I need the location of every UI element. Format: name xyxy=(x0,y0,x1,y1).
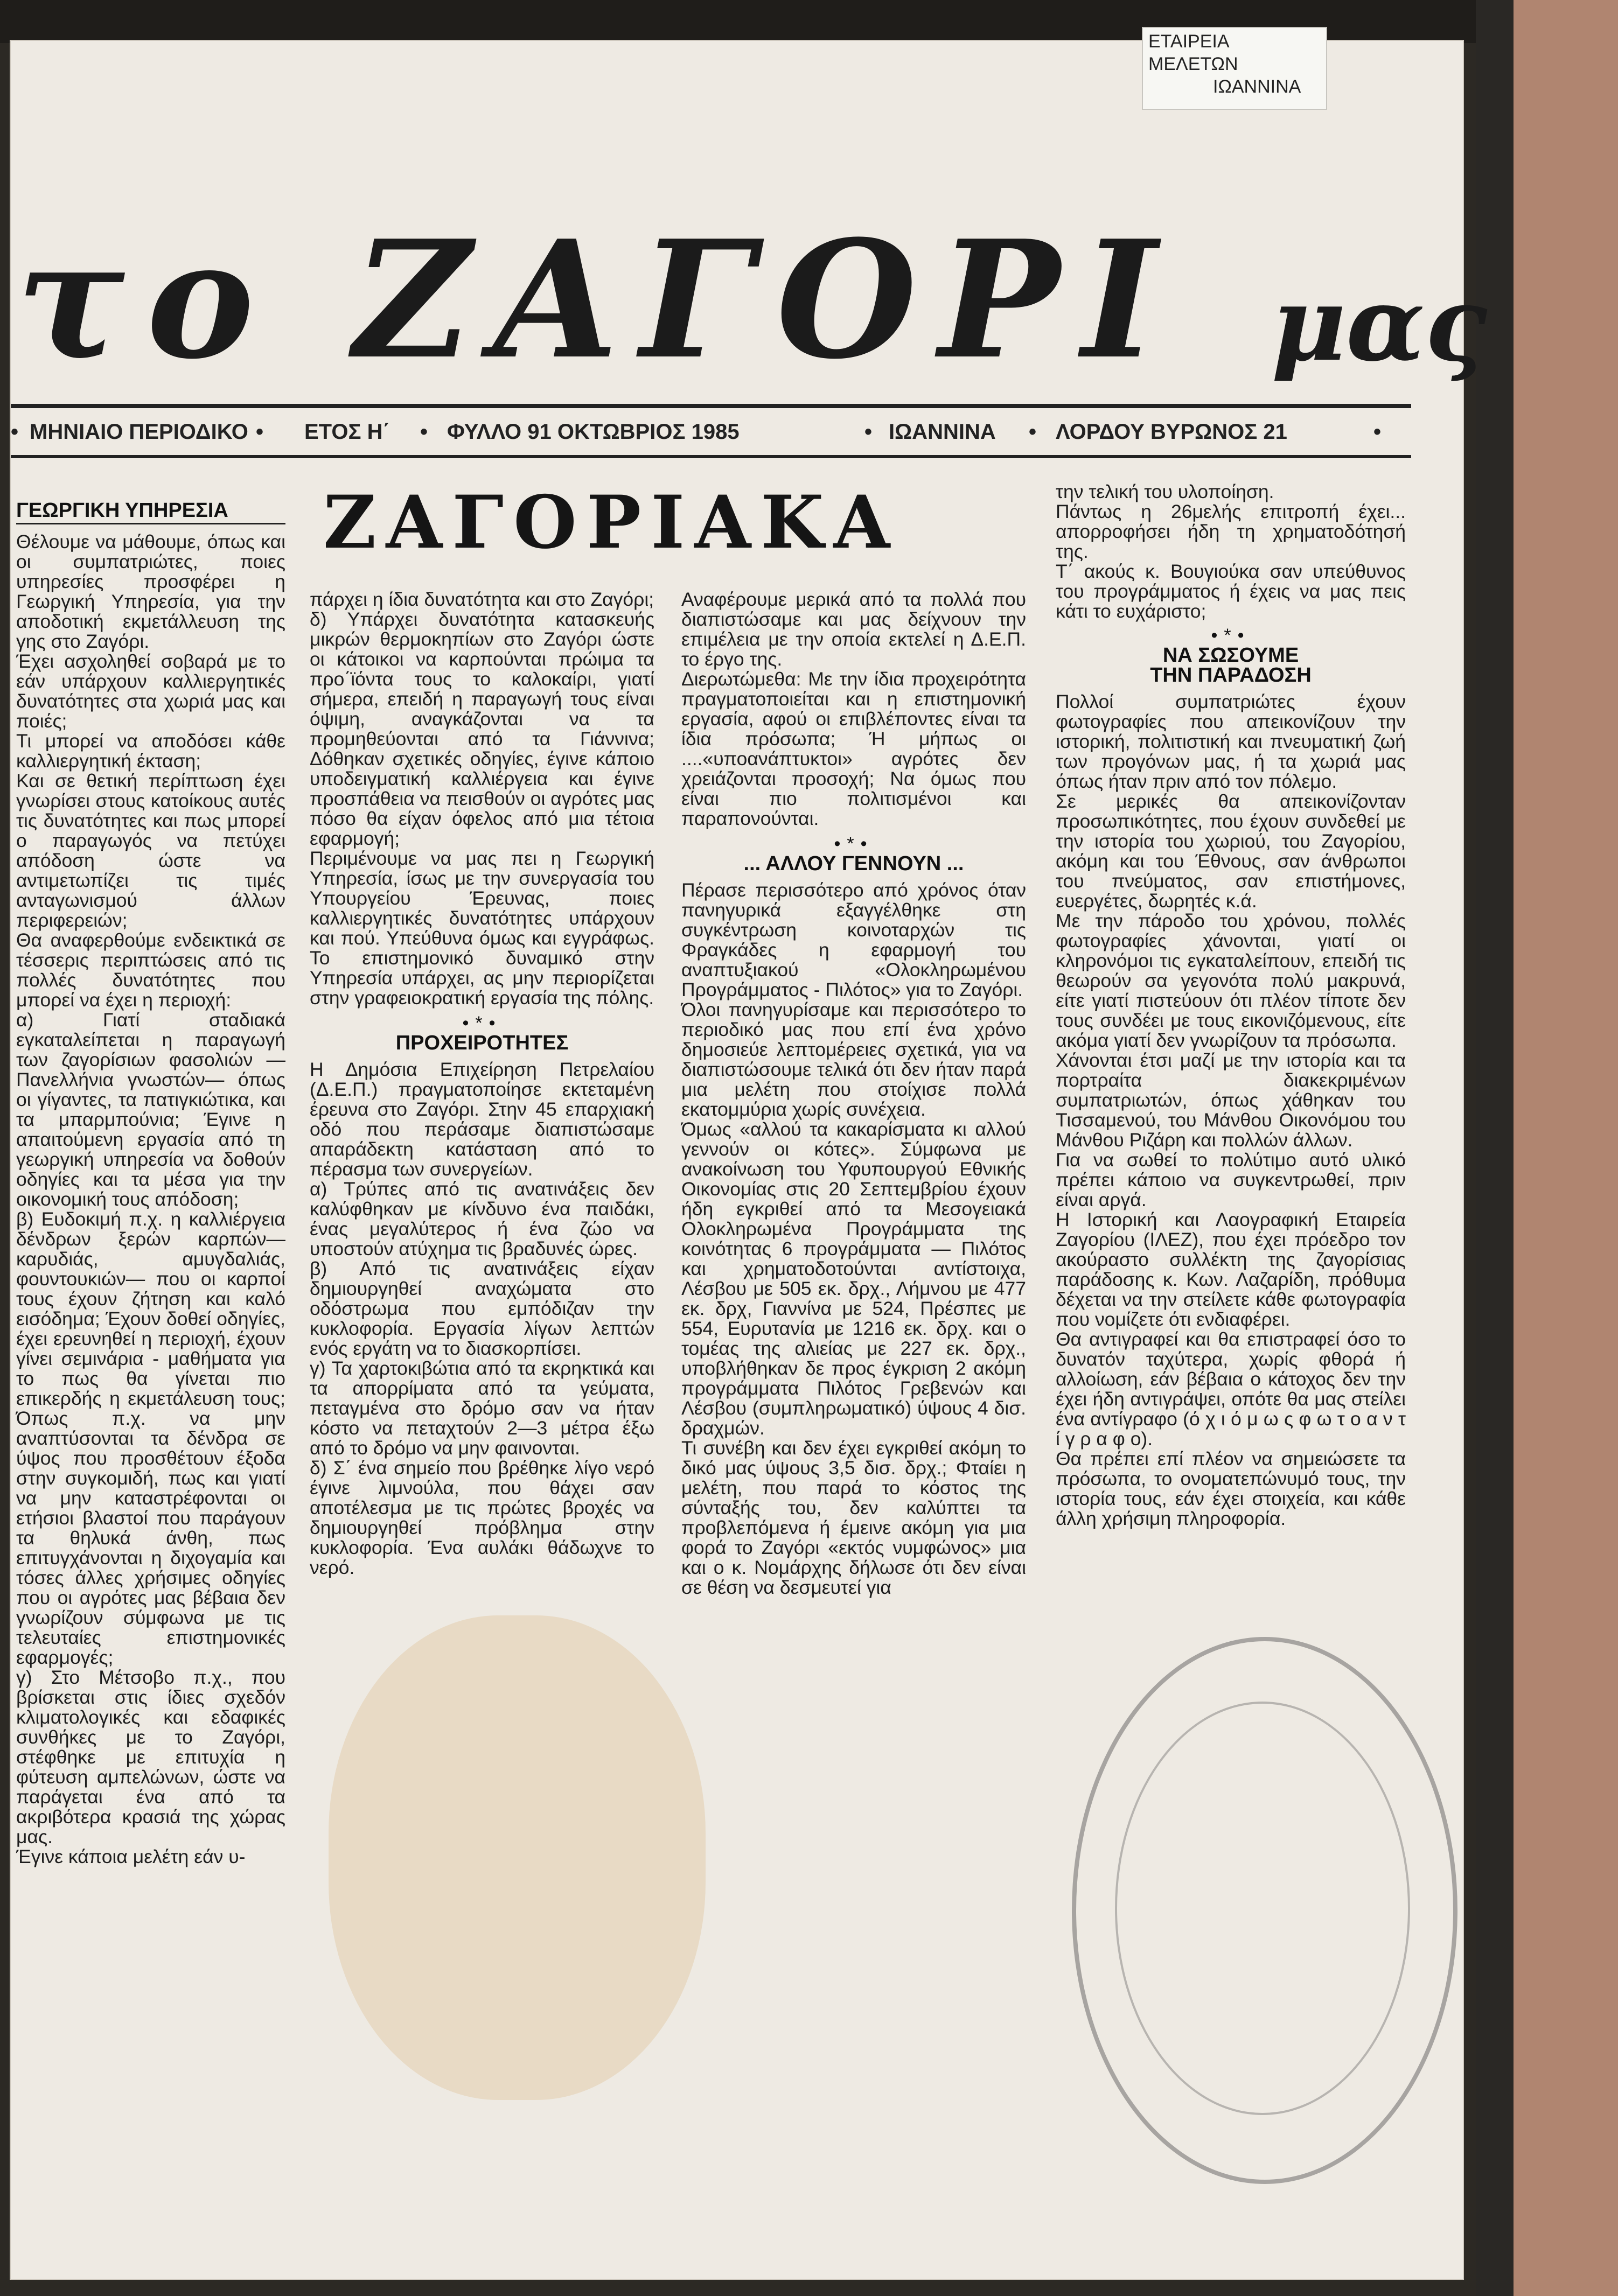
paragraph: β) Από τις ανατινάξεις είχαν δημιουργηθεί αναχώματα στο οδόστρωμα που εμπόδιζαν την κυκλοφορία. Εργασία λίγων λεπτών ενός εργάτη να το διασκορπίσει. xyxy=(310,1258,654,1359)
section-heading: ΓΕΩΡΓΙΚΗ ΥΠΗΡΕΣΙΑ xyxy=(16,501,285,524)
paragraph: Έχει ασχοληθεί σοβαρά με το εάν υπάρχουν καλλιεργητικές δυνατότητες στα χωριά μας και ποιές; xyxy=(16,650,285,732)
paragraph: Πάντως η 26μελής επιτροπή έχει... απορροφήσει ήδη τη χρηματοδότησή της. xyxy=(1056,501,1406,562)
paragraph: Τι συνέβη και δεν έχει εγκριθεί ακόμη το δικό μας ύψους 3,5 δισ. δρχ.; Φταίει η μελέτη, που παρά το κόστος της σύνταξής του, δεν καλύπτει τα προβλεπόμενα ή έμεινε ακόμη για μια φορά το Ζαγόρι «εκτός νυμφώνος» μια και ο κ. Νομάρχης δήλωσε ότι δεν είναι σε θέση να δεσμευτεί για xyxy=(681,1437,1026,1598)
library-label-line-1: ΕΤΑΙΡΕΙΑ xyxy=(1148,31,1230,52)
paragraph: Σε μερικές θα απεικονίζονταν προσωπικότητες, που έχουν συνδεθεί με την ιστορία του χωριού, του Ζαγορίου, ακόμη και του Έθνους, σαν άνθρωποι του πνεύματος, σαν επιστήμονες, ευεργέτες, δωρητές κ.ά. xyxy=(1056,790,1406,912)
paragraph: α) Γιατί σταδιακά εγκαταλείπεται η παραγωγή των ζαγορίσιων φασολιών —Πανελλήνια γνωστών— όπως οι γίγαντες, τα πατιγκιώτικα, και τα μπαρμπούνια; Έγινε η απαιτούμενη εργασία από τη γεωργική υπηρεσία να δοθούν οδηγίες και τα μέσα για την οικονομική τους απόδοση; xyxy=(16,1009,285,1210)
paragraph: Θέλουμε να μάθουμε, όπως και οι συμπατριώτες, ποιες υπηρεσίες προσφέρει η Γεωργική Υπηρεσία, για την αποδοτική εκμετάλλευση της γης στο Ζαγόρι. xyxy=(16,531,285,652)
masthead-rule-top xyxy=(11,404,1411,408)
masthead-rule-bottom xyxy=(11,455,1411,458)
paragraph: Πέρασε περισσότερο από χρόνος όταν πανηγυρικά εξαγγέλθηκε στη συγκέντρωση κοινοταρχών τις Φραγκάδες η εφαρμογή του αναπτυξιακού «Ολοκληρωμένου Προγράμματος - Πιλότος» για το Ζαγόρι. xyxy=(681,879,1026,1000)
bullet-icon: • xyxy=(1029,420,1037,444)
paragraph: Όμως «αλλού τα κακαρίσματα κι αλλού γεννούν οι κότες». Σύμφωνα με ανακοίνωση του Υφυπουργού Εθνικής Οικονομίας στις 20 Σεπτεμβρίου έχουν ήδη εγκριθεί από τα Μεσογειακά Ολοκληρωμένα Προγράμματα της κοινότητας 6 προγράμματα — Πιλότος και χρηματοδοτούνται αντίστοιχα, Λέσβου με 505 εκ. δρχ., Λήμνου με 477 εκ. δρχ, Γιαννίνα με 524, Πρέσπες με 554, Ευρυτανία με 1216 εκ. δρχ. και ο τομέας της αλιείας με 227 εκ. δρχ., υποβλήθηκαν δε προς έγκριση 2 ακόμη προγράμματα Πιλότος Γρεβενών και Λέσβου (συμπληρωματικό) ύψους 4 δισ. δραχμών. xyxy=(681,1118,1026,1439)
library-label-line-3: ΙΩΑΝΝΙΝΑ xyxy=(1213,76,1301,97)
paragraph: Θα αναφερθούμε ενδεικτικά σε τέσσερις περιπτώσεις από τις πολλές δυνατότητες που μπορεί να έχει η περιοχή: xyxy=(16,929,285,1011)
library-seal-inner-ring xyxy=(1115,1702,1410,2115)
paragraph: Θα πρέπει επί πλέον να σημειώσετε τα πρόσωπα, το ονοματεπώνυμό τους, την ιστορία τους, εάν έχει στοιχεία, και κάθε άλλη χρήσιμη πληροφορία. xyxy=(1056,1448,1406,1529)
section-heading: ΤΗΝ ΠΑΡΑΔΟΣΗ xyxy=(1150,664,1312,687)
section-heading: ΝΑ ΣΩΣΟΥΜΕ xyxy=(1162,644,1299,667)
column-3 xyxy=(681,590,1026,1598)
info-address: ΛΟΡΔΟΥ ΒΥΡΩΝΟΣ 21 xyxy=(1056,420,1287,444)
paragraph: Η Ιστορική και Λαογραφική Εταιρεία Ζαγορίου (ΙΛΕΖ), που έχει πρόεδρο τον ακούραστο συλλέκτη της ζαγορίσιας παράδοσης κ. Κων. Λαζαρίδη, πρόθυμα δέχεται να την στείλετε κάθε φωτογραφία που νομίζετε ότι ενδιαφέρει. xyxy=(1056,1209,1406,1330)
paragraph: Διερωτώμεθα: Με την ίδια προχειρότητα πραγματοποιείται και η επιστημονική εργασία, αφού οι επιβλέποντες είναι τα ίδια πρόσωπα; Ή μήπως οι ....«υποανάπτυκτοι» αγρότες δεν χρειάζονται προσοχή; Να όμως που είναι πιο πολιτισμένοι και παραπονούνται. xyxy=(681,668,1026,829)
paragraph: Έγινε κάποια μελέτη εάν υ- xyxy=(16,1846,246,1867)
paragraph: Πολλοί συμπατριώτες έχουν φωτογραφίες που απεικονίζουν την ιστορική, πολιτιστική και πνευματική ζωή των προγόνων μας, ή τα χωριά μας όπως ήταν πριν από τον πόλεμο. xyxy=(1056,691,1406,792)
binder-top-edge xyxy=(0,0,1618,43)
paragraph: Τι μπορεί να αποδόσει κάθε καλλιεργητική έκταση; xyxy=(16,730,285,772)
bullet-icon: • xyxy=(256,420,264,444)
masthead-title: το ΖΑΓΟΡΙ xyxy=(16,205,1179,395)
issue-info-bar xyxy=(11,417,1411,450)
paragraph: α) Τρύπες από τις ανατινάξεις δεν καλύφθηκαν με κίνδυνο ένα παιδάκι, ένας μεγαλύτερος ή ένα ζώο να υποστούν ατύχημα τις βραδυνές ώρες. xyxy=(310,1178,654,1259)
paragraph: την τελική του υλοποίηση. xyxy=(1056,481,1274,502)
headline: ΖΑΓΟΡΙΑΚΑ xyxy=(323,479,900,565)
paragraph: Θα αντιγραφεί και θα επιστραφεί όσο το δυνατόν ταχύτερα, χωρίς φθορά ή αλλοίωση, εάν βέβαια ο κάτοχος δεν την έχει ήδη αντιγράψει, οπότε θα μας στείλει ένα αντίγραφο (ό χ ι ό μ ω ς φ ω τ ο α ν τ ί γ ρ α φ ο). xyxy=(1056,1328,1406,1450)
paragraph: πάρχει η ίδια δυνατότητα και στο Ζαγόρι; xyxy=(310,589,654,610)
info-city: ΙΩΑΝΝΙΝΑ xyxy=(889,420,996,444)
bullet-icon: • xyxy=(11,420,19,444)
section-heading: ... ΑΛΛΟΥ ΓΕΝΝΟΥΝ ... xyxy=(743,852,964,875)
paragraph: Αναφέρουμε μερικά από τα πολλά που διαπιστώσαμε και μας δείχνουν την επιμέλεια με την οποία εκτελεί η Δ.Ε.Π. το έργο της. xyxy=(681,589,1026,670)
masthead xyxy=(16,194,1487,398)
ornament-divider: •*• xyxy=(834,834,874,854)
paragraph: Όλοι πανηγυρίσαμε και περισσότερο το περιοδικό μας που επί ένα χρόνο δημοσιεύε λεπτομέρειες σχετικά, για να διαπιστώσουμε τελικά ότι δεν ήταν παρά μια μελέτη που στοίχισε πολλά εκατομμύρια χωρίς συνέχεια. xyxy=(681,999,1026,1120)
ornament-divider: •*• xyxy=(462,1013,502,1033)
info-periodical: ΜΗΝΙΑΙΟ ΠΕΡΙΟΔΙΚΟ xyxy=(30,420,248,444)
paragraph: Με την πάροδο του χρόνου, πολλές φωτογραφίες χάνονται, γιατί οι κληρονόμοι τις εγκαταλείπουν, επειδή τις θεωρούν σα γεγονότα πολύ μακρυνά, είτε γιατί πιστεύουν ότι πλέον τίποτε δεν τους συνδέει με τους εικονιζόμενους, είτε ακόμα γιατί δεν γνωρίζουν τα πρόσωπα. xyxy=(1056,910,1406,1051)
paragraph: Χάνονται έτσι μαζί με την ιστορία και τα πορτραίτα διακεκριμένων συμπατριωτών, όπως χάθηκαν του Τισσαμενού, του Μάνθου Οικονόμου του Μάνθου Ριζάρη και πολλών άλλων. xyxy=(1056,1049,1406,1151)
paragraph: Τ΄ ακούς κ. Βουγιούκα σαν υπεύθυνος του προγράμματος ή έχεις να μας πεις κάτι το ευχάριστο; xyxy=(1056,561,1406,622)
paragraph: β) Ευδοκιμή π.χ. η καλλιέργεια δένδρων ξερών καρπών— καρυδιάς, αμυγδαλιάς, φουντουκιών— που οι καρποί τους έχουν ζήτηση και καλό εισόδημα; Έχουν δοθεί οδηγίες, έχει ερευνηθεί η περιοχή, έχουν γίνει σεμινάρια - μαθήματα για το πως θα γίνεται πιο επικερδής η εκμετάλευση τους; Όπως π.χ. να μην αναπτύσονται τα δένδρα σε ύψος που προσθέτουν έξοδα στην συγκομιδή, πως και γιατί να μην καταστρέφονται οι ετήσιοι βλαστοί που παράγουν τα θηλυκά άνθη, πως επιτυγχάνονται η διχογαμία και τόσες άλλες χρήσιμες οδηγίες που οι αγρότες μας βέβαια δεν γνωρίζουν σύμφωνα με τις τελευταίες επιστημονικές εφαρμογές; xyxy=(16,1208,285,1668)
bullet-icon: • xyxy=(1373,420,1382,444)
library-label-line-2: ΜΕΛΕΤΩΝ xyxy=(1148,54,1238,74)
paragraph: δ) Σ΄ ένα σημείο που βρέθηκε λίγο νερό έγινε λιμνούλα, που θάχει σαν αποτέλεσμα με τις πρώτες βροχές να δημιουργηθεί πρόβλημα στην κυκλοφορία. Ένα αυλάκι θάδωχνε το νερό. xyxy=(310,1457,654,1578)
column-4 xyxy=(1056,482,1406,1529)
paragraph: Και σε θετική περίπτωση έχει γνωρίσει στους κατοίκους αυτές τις δυνατότητες και πως μπορεί ο παραγωγός να πετύχει απόδοση ώστε να αντιμετωπίζει τις τιμές ανταγωνισμού άλλων περιφερειών; xyxy=(16,770,285,931)
paragraph: γ) Τα χαρτοκιβώτια από τα εκρηκτικά και τα απορρίματα από τα γεύματα, πεταγμένα στο δρόμο σαν να ήταν κόστο να πεταχτούν 2—3 μέτρα έξω από το δρόμο να μην φαινονται. xyxy=(310,1357,654,1459)
paragraph: δ) Υπάρχει δυνατότητα κατασκευής μικρών θερμοκηπίων στο Ζαγόρι ώστε οι κάτοικοι να καρπούνται πρώιμα τα προ΄ϊόντα τους το καλοκαίρι, γιατί σήμερα, επειδή η παραγωγή τους είναι όψιμη, αναγκάζονται να τα προμηθεύονται από τα Γιάννινα; Δόθηκαν σχετικές οδηγίες, έγινε κάποιο υποδειγματική καλλιέργεια και έγινε προσπάθεια να πεισθούν οι αγρότες μας πόσο θα είχαν όφελος από μια τέτοια εφαρμογή; xyxy=(310,608,654,849)
library-label xyxy=(1142,27,1327,110)
info-issue: ΦΥΛΛΟ 91 ΟΚΤΩΒΡΙΟΣ 1985 xyxy=(447,420,740,444)
masthead-suffix: μας xyxy=(1271,264,1487,384)
paragraph: Η Δημόσια Επιχείρηση Πετρελαίου (Δ.Ε.Π.) πραγματοποίησε εκτεταμένη έρευνα στο Ζαγόρι. Στην 45 επαρχιακή οδό που περάσαμε διαπιστώσαμε απαράδεκτη κατάσταση από το πέρασμα των συνεργείων. xyxy=(310,1059,654,1180)
column-2 xyxy=(310,590,654,1578)
section-heading: ΠΡΟΧΕΙΡΟΤΗΤΕΣ xyxy=(395,1032,569,1054)
bullet-icon: • xyxy=(420,420,428,444)
info-year: ΕΤΟΣ Η΄ xyxy=(304,420,390,444)
paragraph: Περιμένουμε να μας πει η Γεωργική Υπηρεσία, ίσως με την συνεργασία του Υπουργείου Έρευνας, ποιες καλλιεργητικές δυνατότητες υπάρχουν και πού. Υπεύθυνα όμως και εγγράφως. Το επιστημονικό δυναμικό στην Υπηρεσία υπάρχει, ας μην περιορίζεται στην γραφειοκρατική εργασία της πόλης. xyxy=(310,848,654,1009)
binder-spine xyxy=(1514,0,1618,2296)
column-1 xyxy=(16,501,285,1867)
paper-stain xyxy=(329,1615,706,2100)
bullet-icon: • xyxy=(864,420,873,444)
paragraph: Για να σωθεί το πολύτιμο αυτό υλικό πρέπει κάποιο να συγκεντρωθεί, πριν είναι αργά. xyxy=(1056,1149,1406,1210)
paragraph: γ) Στο Μέτσοβο π.χ., που βρίσκεται στις ίδιες σχεδόν κλιματολογικές και εδαφικές συνθήκες με το Ζαγόρι, στέφθηκε με επιτυχία η φύτευση αμπελώνων, ώστε να παράγεται ένα από τα ακριβότερα κρασιά της χώρας μας. xyxy=(16,1667,285,1847)
ornament-divider: •*• xyxy=(1211,625,1251,646)
